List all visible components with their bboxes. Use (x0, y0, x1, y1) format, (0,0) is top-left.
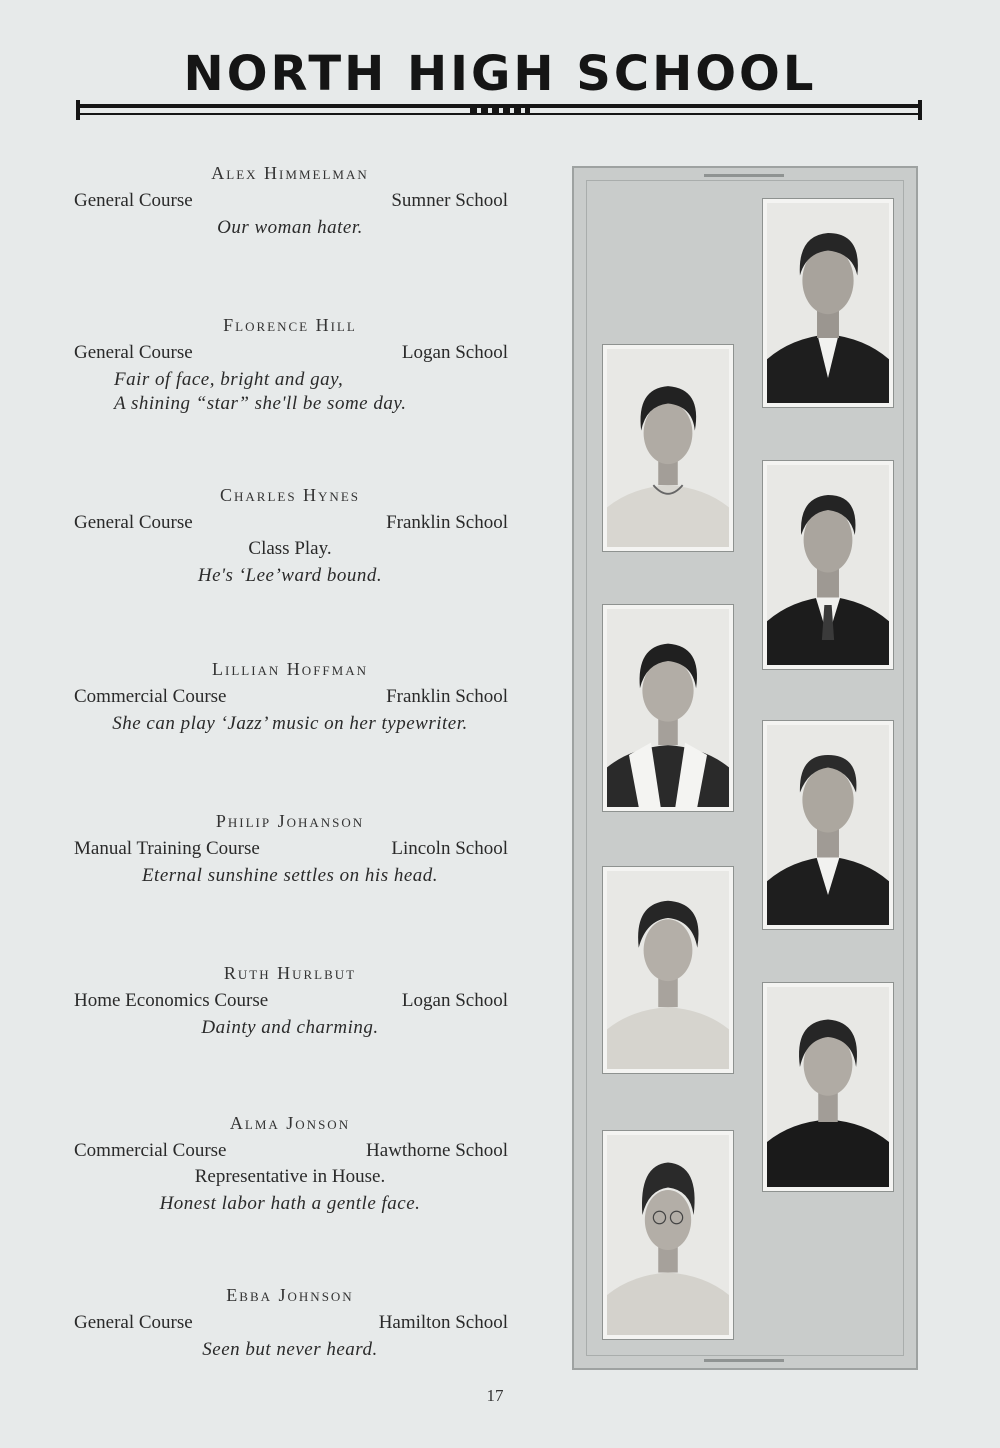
photo-panel (572, 166, 918, 1370)
portrait-photo (762, 982, 894, 1192)
student-activity: Representative in House. (194, 1166, 386, 1187)
panel-ornament-top (704, 174, 784, 177)
student-entry (70, 312, 510, 416)
portrait-photo (762, 198, 894, 408)
page-number: 17 (486, 1386, 504, 1405)
student-school: Franklin School (386, 686, 508, 707)
student-activity: Class Play. (248, 538, 332, 559)
student-school: Hamilton School (378, 1312, 508, 1333)
student-motto-line: A shining “star” she'll be some day. (114, 393, 407, 414)
student-entry (70, 1110, 510, 1216)
student-motto: Honest labor hath a gentle face. (159, 1193, 421, 1214)
student-entry (70, 1282, 510, 1362)
student-school: Logan School (401, 342, 508, 363)
rule-end-right (918, 100, 922, 120)
portrait-photo (762, 720, 894, 930)
portrait-woman-4 (767, 987, 889, 1187)
student-motto: Eternal sunshine settles on his head. (141, 865, 439, 886)
student-name: Charles Hynes (219, 485, 360, 505)
student-entry (70, 482, 510, 588)
student-school: Lincoln School (391, 838, 508, 859)
student-name: Alma Jonson (229, 1113, 351, 1133)
portrait-woman-2 (607, 609, 729, 807)
student-school: Logan School (401, 990, 508, 1011)
student-school: Sumner School (391, 190, 508, 211)
student-course: General Course (74, 190, 193, 211)
student-course: General Course (74, 342, 193, 363)
rule-ornament (470, 108, 530, 113)
student-entry (70, 960, 510, 1040)
portrait-man-1 (767, 203, 889, 403)
portrait-photo (762, 460, 894, 670)
student-school: Franklin School (386, 512, 508, 533)
student-name: Alex Himmelman (211, 163, 369, 183)
student-name: Ebba Johnson (226, 1285, 354, 1305)
student-course: Commercial Course (74, 686, 227, 707)
student-name: Lillian Hoffman (212, 659, 368, 679)
student-course: Home Economics Course (74, 990, 269, 1011)
student-course: General Course (74, 1312, 193, 1333)
student-name: Florence Hill (223, 315, 357, 335)
student-motto: Dainty and charming. (201, 1017, 379, 1038)
student-course: Manual Training Course (74, 838, 260, 859)
student-motto: She can play ‘Jazz’ music on her typewriter. (112, 713, 468, 734)
student-motto: He's ‘Lee’ward bound. (197, 565, 383, 586)
student-school: Hawthorne School (366, 1140, 508, 1161)
student-name: Ruth Hurlbut (223, 963, 357, 983)
panel-ornament-bottom (704, 1359, 784, 1362)
portrait-woman-1 (607, 349, 729, 547)
student-motto-line: Fair of face, bright and gay, (114, 369, 344, 390)
portrait-photo (602, 866, 734, 1074)
portrait-man-3 (767, 725, 889, 925)
student-course: Commercial Course (74, 1140, 227, 1161)
portrait-man-2 (767, 465, 889, 665)
portrait-photo (602, 1130, 734, 1340)
portrait-photo (602, 344, 734, 552)
student-entry (70, 808, 510, 888)
page-title: NORTH HIGH SCHOOL (183, 46, 817, 102)
student-entry (70, 160, 510, 240)
student-motto: Our woman hater. (217, 217, 363, 238)
portrait-photo (602, 604, 734, 812)
student-course: General Course (74, 512, 193, 533)
portrait-woman-5 (607, 1135, 729, 1335)
student-motto: Seen but never heard. (202, 1339, 378, 1360)
header-rule-thin (78, 113, 920, 115)
student-name: Philip Johanson (215, 811, 365, 831)
rule-end-left (76, 100, 80, 120)
student-entry (70, 656, 510, 736)
portrait-woman-3 (607, 871, 729, 1069)
